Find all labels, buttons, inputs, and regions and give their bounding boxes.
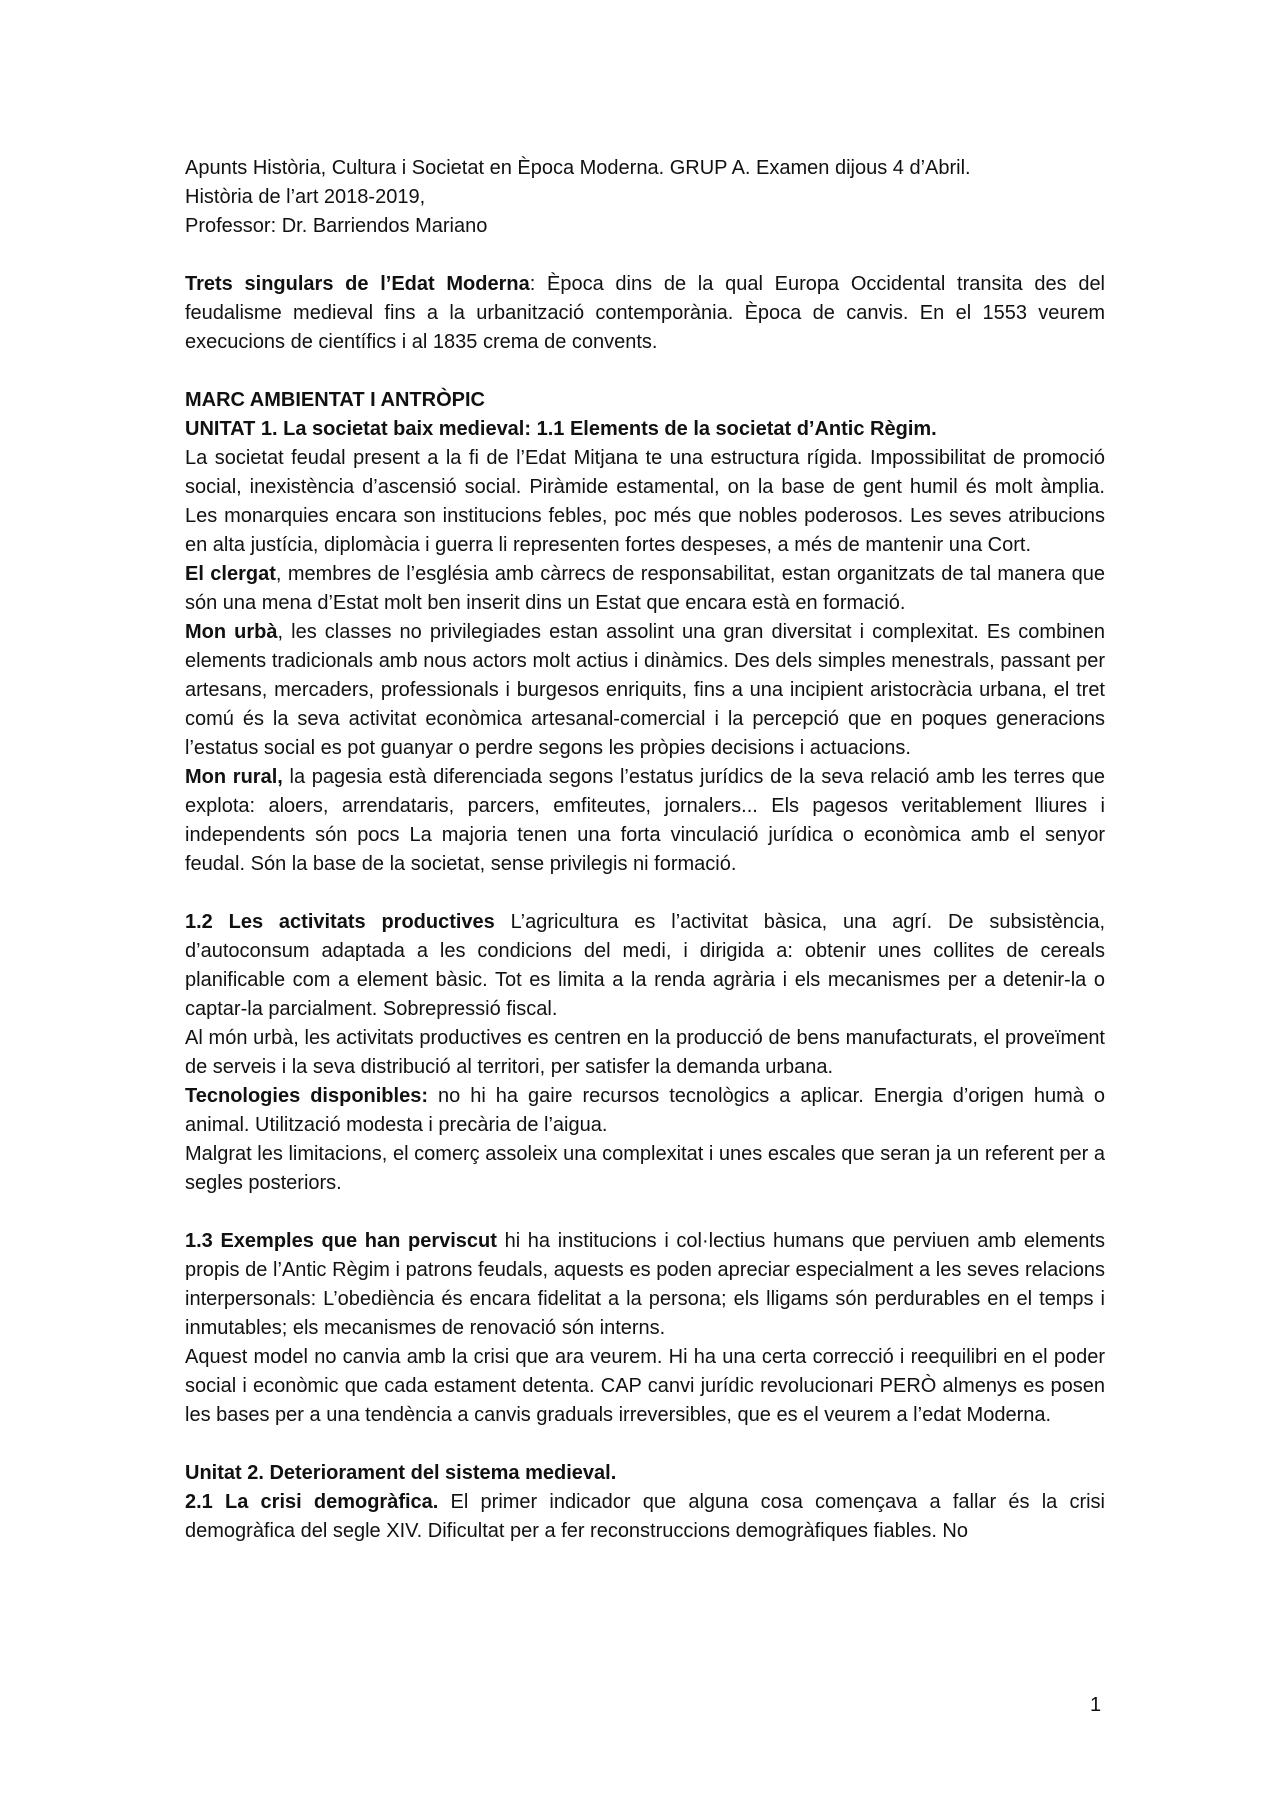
spacer — [185, 1198, 1105, 1227]
section-title: MARC AMBIENTAT I ANTRÒPIC — [185, 389, 485, 411]
unit1-rural-paragraph — [185, 763, 1105, 879]
unit1-clergat-paragraph — [185, 560, 1105, 618]
clergat-text: , membres de l’església amb càrrecs de responsabilitat, estan organitzats de tal manera que són una mena d’Estat molt ben inserit dins un Estat que encara està en formació. — [185, 563, 1106, 614]
unit2-text: El primer indicador que alguna cosa començava a fallar és la crisi demogràfica del segle XIV. Dificultat per a fer reconstruccions demogràfiques fiables. No — [185, 1491, 1105, 1542]
intro-label: Trets singulars de l’Edat Moderna — [185, 273, 530, 295]
tecnologies-text: no hi ha gaire recursos tecnològics a aplicar. Energia d’origen humà o animal. Utilització modesta i precària de l’aigua. — [185, 1085, 1106, 1136]
s13-paragraph-2: Aquest model no canvia amb la crisi que ara veurem. Hi ha una certa correcció i reequilibri en el poder social i econòmic que cada estament detenta. CAP canvi jurídic revolucionari PERÒ almenys es posen les bases per a una tendència a canvis graduals irreversibles, que es el veurem a l’edat Moderna. — [185, 1346, 1105, 1426]
doc-header-line-2: Història de l’art 2018-2019, — [185, 186, 426, 208]
urba-text: , les classes no privilegiades estan assolint una gran diversitat i complexitat. Es combinen elements tradicionals amb nous actors molt actius i dinàmics. Des dels simples menestrals, passant per artesans, mercaders, professionals i burgesos enriquits, fins a una incipient aristocràcia urbana, el tret comú és la seva activitat econòmica artesanal-comercial i la percepció que en poques generacions l’estatus social es pot guanyar o perdre segons les pròpies decisions i actuacions. — [185, 621, 1106, 759]
rural-label: Mon rural, — [185, 766, 283, 788]
s12-paragraph-2: Al món urbà, les activitats productives es centren en la producció de bens manufacturats, el proveïment de serveis i la seva distribució al territori, per satisfer la demanda urbana. — [185, 1027, 1105, 1078]
unit1-urba-paragraph — [185, 618, 1105, 763]
clergat-label: El clergat — [185, 563, 276, 585]
doc-header-line-1: Apunts Història, Cultura i Societat en Època Moderna. GRUP A. Examen dijous 4 d’Abril. — [185, 157, 971, 179]
unit2-paragraph-1 — [185, 1488, 1105, 1546]
spacer — [185, 241, 1105, 270]
s13-text: hi ha institucions i col·lectius humans que perviuen amb elements propis de l’Antic Règim i patrons feudals, aquests es poden apreciar especialment a les seves relacions interpersonals: L’obediència és encara fidelitat a la persona; els lligams són perdurables en el temps i inmutables; els mecanismes de renovació són interns. — [185, 1230, 1105, 1339]
urba-label: Mon urbà — [185, 621, 278, 643]
rural-text: la pagesia està diferenciada segons l’estatus jurídics de la seva relació amb les terres que explota: aloers, arrendataris, parcers, emfiteutes, jornalers... Els pagesos veritablement lliures i independents són pocs La majoria tenen una forta vinculació jurídica o econòmica amb el senyor feudal. Són la base de la societat, sense privilegis ni formació. — [185, 766, 1105, 875]
intro-paragraph — [185, 270, 1105, 357]
doc-header-line-3: Professor: Dr. Barriendos Mariano — [185, 215, 488, 237]
unit1-paragraph-1: La societat feudal present a la fi de l’Edat Mitjana te una estructura rígida. Impossibilitat de promoció social, inexistència d’ascensió social. Piràmide estamental, on la base de gent humil és molt àmplia. Les monarquies encara son institucions febles, poc més que nobles poderosos. Les seves atribucions en alta justícia, diplomàcia i guerra li representen fortes despeses, a més de mantenir una Cort. — [185, 447, 1105, 556]
s13-label: 1.3 Exemples que han perviscut — [185, 1230, 497, 1252]
s12-text: L’agricultura es l’activitat bàsica, una agrí. De subsistència, d’autoconsum adaptada a les condicions del medi, i dirigida a: obtenir unes collites de cereals planificable com a element bàsic. Tot es limita a la renda agrària i els mecanismes per a detenir-la o captar-la parcialment. Sobrepressió fiscal. — [185, 911, 1105, 1020]
spacer — [185, 1430, 1105, 1459]
page-number: 1 — [1090, 1694, 1102, 1716]
document-page — [185, 154, 1105, 1546]
unit1-title: UNITAT 1. La societat baix medieval: 1.1 Elements de la societat d’Antic Règim. — [185, 418, 937, 440]
s13-paragraph-1 — [185, 1227, 1105, 1343]
s12-paragraph-1 — [185, 908, 1105, 1024]
spacer — [185, 879, 1105, 908]
spacer — [185, 357, 1105, 386]
unit2-title: Unitat 2. Deteriorament del sistema medieval. — [185, 1462, 617, 1484]
s12-tecnologies-paragraph — [185, 1082, 1105, 1140]
unit2-label: 2.1 La crisi demogràfica. — [185, 1491, 439, 1513]
tecnologies-label: Tecnologies disponibles: — [185, 1085, 428, 1107]
intro-text: : Època dins de la qual Europa Occidental transita des del feudalisme medieval fins a la urbanització contemporània. Època de canvis. En el 1553 veurem execucions de científics i al 1835 crema de convents. — [185, 273, 1106, 353]
s12-label: 1.2 Les activitats productives — [185, 911, 495, 933]
s12-paragraph-4: Malgrat les limitacions, el comerç assoleix una complexitat i unes escales que seran ja un referent per a segles posteriors. — [185, 1143, 1105, 1194]
